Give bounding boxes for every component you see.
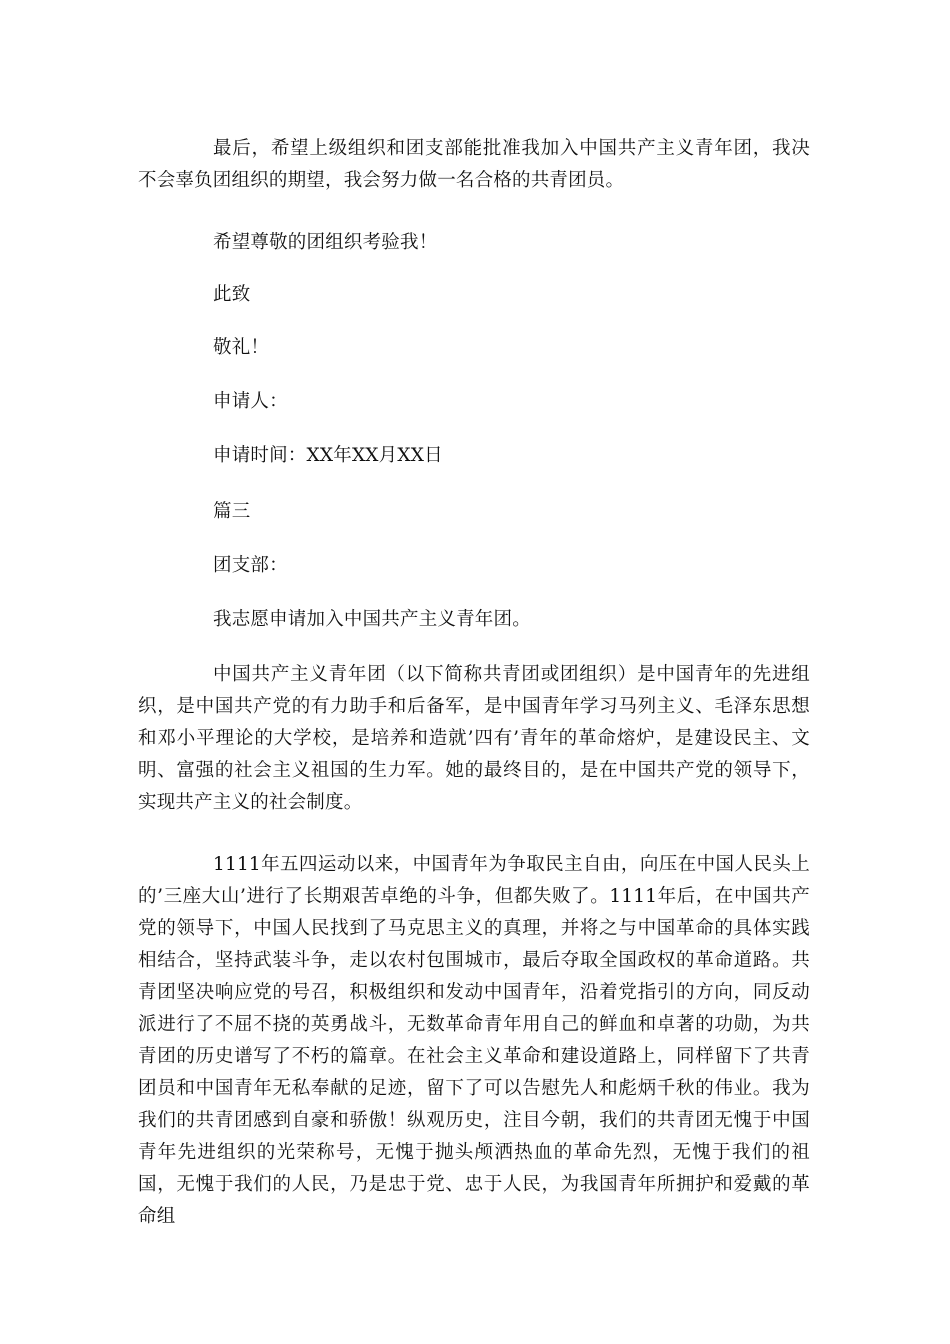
hope-line: 希望尊敬的团组织考验我！ [213, 232, 438, 253]
salutation-jing-li: 敬礼！ [213, 337, 270, 358]
closing-paragraph: 最后，希望上级组织和团支部能批准我加入中国共产主义青年团，我决不会辜负团组织的期望，我会努力做一名合格的共青团员。 [138, 138, 810, 191]
applicant-label: 申请人： [213, 391, 288, 412]
salutation-ci-zhi: 此致 [213, 284, 251, 305]
body-paragraph-1: 中国共产主义青年团（以下简称共青团或团组织）是中国青年的先进组织，是中国共产党的有力助手和后备军，是中国青年学习马列主义、毛泽东思想和邓小平理论的大学校，是培养和造就’四有’青年的革命熔炉，是建设民主、文明、富强的社会主义祖国的生力军。她的最终目的，是在中国共产党的领导下，实现共产主义的社会制度。 [138, 664, 810, 813]
addressee: 团支部： [213, 555, 288, 576]
application-date: 申请时间：XX年XX月XX日 [213, 445, 443, 466]
intent-line: 我志愿申请加入中国共产主义青年团。 [213, 609, 531, 630]
section-title: 篇三 [213, 501, 251, 522]
body-paragraph-2: 1111年五四运动以来，中国青年为争取民主自由，向压在中国人民头上的’三座大山’进行了长期艰苦卓绝的斗争，但都失败了。1111年后，在中国共产党的领导下，中国人民找到了马克思主义的真理，并将之与中国革命的具体实践相结合，坚持武装斗争，走以农村包围城市，最后夺取全国政权的革命道路。共青团坚决响应党的号召，积极组织和发动中国青年，沿着党指引的方向，同反动派进行了不屈不挠的英勇战斗，无数革命青年用自己的鲜血和卓著的功勋，为共青团的历史谱写了不朽的篇章。在社会主义革命和建设道路上，同样留下了共青团员和中国青年无私奉献的足迹，留下了可以告慰先人和彪炳千秋的伟业。我为我们的共青团感到自豪和骄傲！纵观历史，注目今朝，我们的共青团无愧于中国青年先进组织的光荣称号，无愧于抛头颅洒热血的革命先烈，无愧于我们的祖国，无愧于我们的人民，乃是忠于党、忠于人民，为我国青年所拥护和爱戴的革命组 [138, 854, 810, 1227]
